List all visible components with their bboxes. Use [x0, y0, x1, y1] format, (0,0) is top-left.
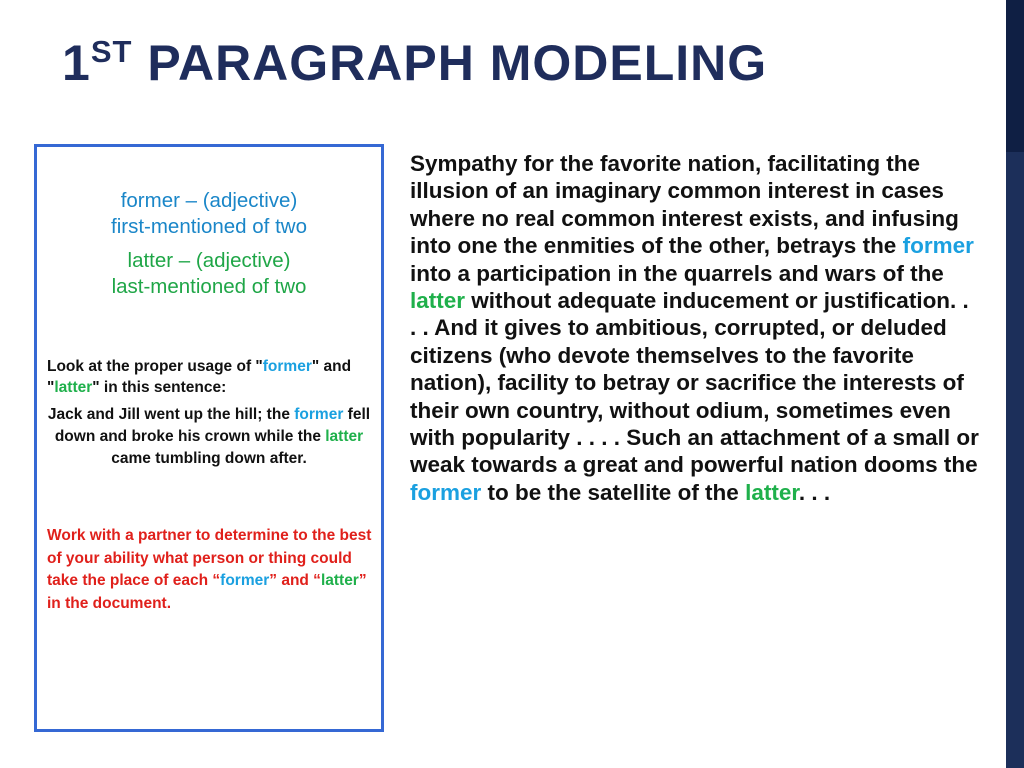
definition-latter-term: latter – (adjective)	[127, 249, 291, 272]
title-superscript: ST	[90, 34, 133, 69]
page-title	[62, 34, 768, 91]
title-number: 1	[62, 35, 91, 91]
vocabulary-box	[34, 144, 384, 732]
instruction-text-3: ” in the document.	[47, 572, 367, 612]
example-text-1: Jack and Jill went up the hill; the	[47, 406, 295, 423]
definition-latter	[45, 248, 373, 300]
definition-former-term: former – (adjective)	[120, 189, 298, 212]
example-latter: latter	[325, 428, 364, 445]
quote-latter-1: latter	[410, 288, 466, 314]
side-accent-bar-top	[1006, 0, 1024, 152]
quote-text-4: to be the satellite of the	[481, 479, 746, 505]
example-sentence	[45, 404, 373, 470]
side-accent-bar	[1006, 0, 1024, 768]
example-text-3: came tumbling down after.	[111, 450, 307, 467]
instruction-latter: latter	[320, 572, 359, 589]
quote-latter-2: latter	[745, 479, 799, 505]
definition-former	[45, 188, 373, 240]
quote-text-3: without adequate inducement or justification. . . . And it gives to ambitious, corrupted, or deluded citizens (who devote themselves to the favorite nation), facility to betray or sacrifice the interests of their own country, without odium, sometimes even with popularity . . . . Such an attachment of a small or weak towards a great and powerful nation dooms the	[410, 288, 979, 478]
prompt-text-1: Look at the proper usage of "	[47, 358, 263, 375]
definition-latter-meaning: last-mentioned of two	[111, 275, 307, 298]
example-former: former	[294, 406, 344, 423]
title-text: PARAGRAPH MODELING	[132, 35, 768, 91]
instruction-former: former	[220, 572, 270, 589]
instruction-text-2: ” and “	[269, 572, 321, 589]
farewell-address-quote	[410, 150, 980, 506]
usage-prompt	[45, 356, 373, 398]
quote-text-5: . . .	[798, 479, 831, 505]
prompt-text-2: " and "	[47, 358, 352, 396]
instruction-text-1: Work with a partner to determine to the best of your ability what person or thing could take the place of each “	[47, 527, 372, 589]
quote-text-2: into a participation in the quarrels and wars of the	[410, 260, 944, 286]
example-text-2: fell down and broke his crown while the	[54, 406, 371, 445]
definition-former-meaning: first-mentioned of two	[111, 215, 307, 238]
prompt-former: former	[262, 358, 312, 375]
quote-former-1: former	[902, 233, 974, 259]
quote-former-2: former	[410, 479, 482, 505]
prompt-text-3: " in this sentence:	[92, 379, 227, 396]
prompt-latter: latter	[54, 379, 93, 396]
partner-instruction	[45, 525, 373, 615]
quote-text-1: Sympathy for the favorite nation, facilitating the illusion of an imaginary common interest in cases where no real common interest exists, and infusing into one the enmities of the other, betrays the	[410, 151, 959, 259]
